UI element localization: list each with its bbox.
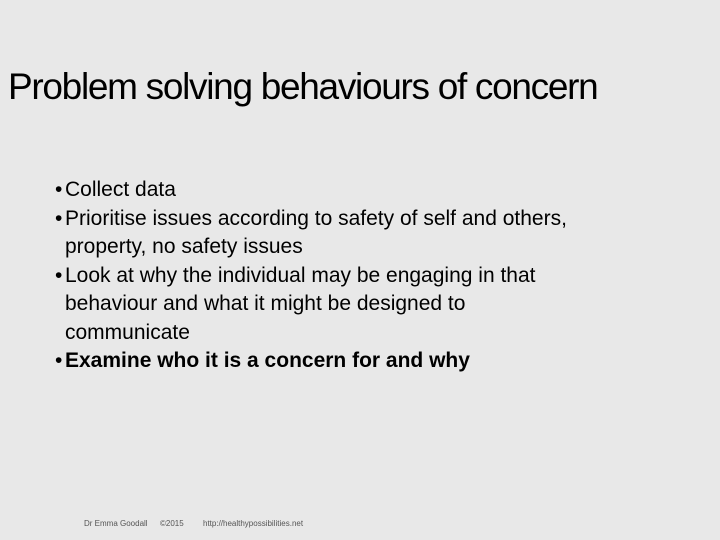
footer-copyright: ©2015 <box>160 519 184 528</box>
bullet-text: Look at why the individual may be engaging in that behaviour and what it might be designed to communicate <box>65 263 536 344</box>
slide-title: Problem solving behaviours of concern <box>8 66 598 107</box>
bullet-text: Collect data <box>65 178 176 201</box>
bullet-text: Prioritise issues according to safety of self and others, property, no safety issues <box>65 206 567 258</box>
bullet-text: Examine who it is a concern for and why <box>65 349 470 372</box>
bullet-icon: • <box>55 178 63 201</box>
footer-author: Dr Emma Goodall <box>84 519 148 528</box>
bullet-icon: • <box>55 349 63 372</box>
bullet-item <box>57 262 707 348</box>
bullet-item <box>57 347 707 376</box>
bullet-icon: • <box>55 206 63 230</box>
bullet-item <box>57 176 707 205</box>
footer-url[interactable]: http://healthypossibilities.net <box>203 519 304 528</box>
bullet-list <box>57 176 707 376</box>
bullet-item <box>57 205 707 262</box>
bullet-icon: • <box>55 263 63 287</box>
